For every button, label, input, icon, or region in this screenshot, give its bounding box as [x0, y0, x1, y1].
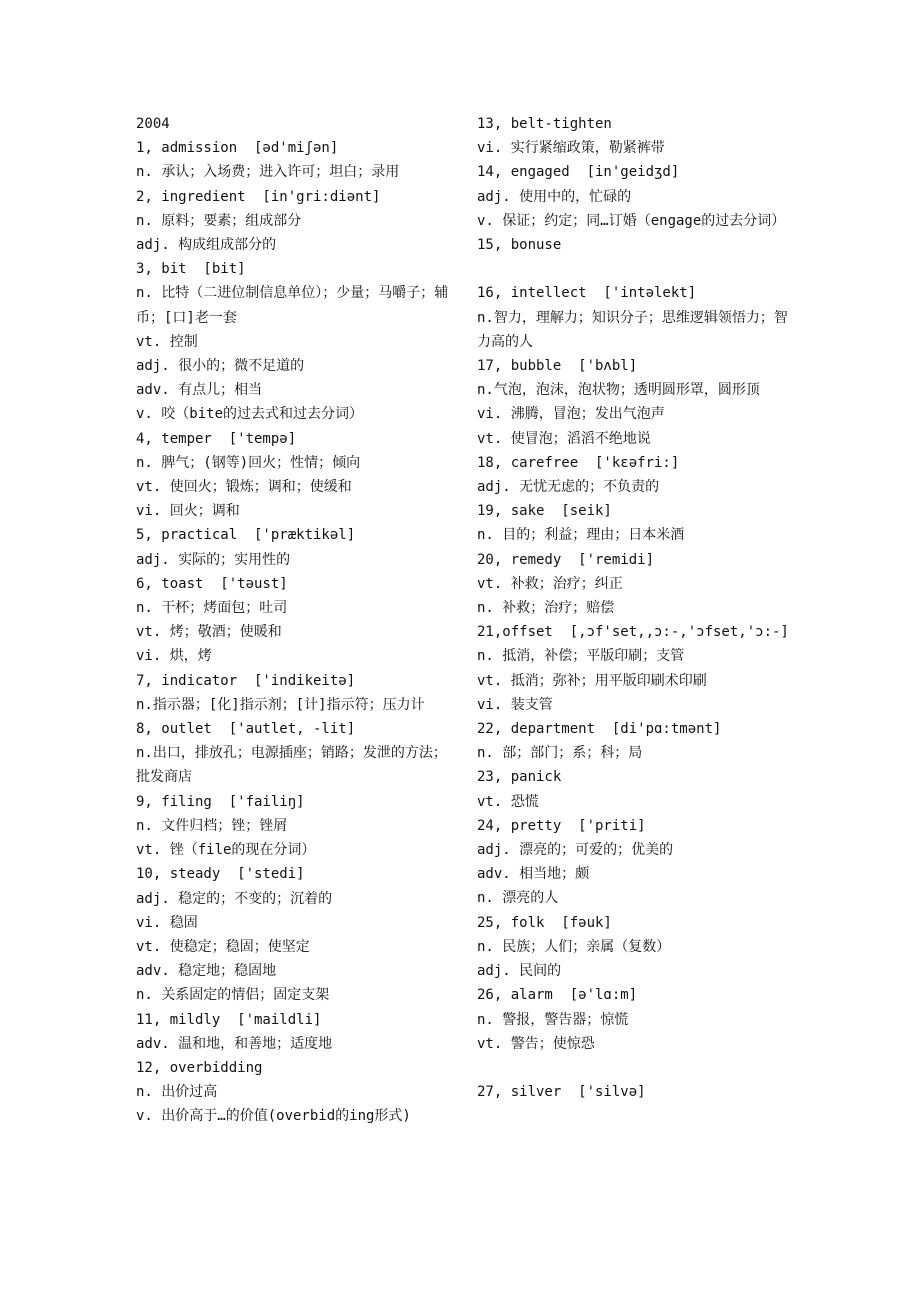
- vocab-line: vt. 烤；敬酒；使暖和: [136, 624, 282, 641]
- vocab-line: vi. 烘，烤: [136, 648, 212, 665]
- vocab-line: 15, bonuse: [477, 237, 562, 254]
- vocab-line: vt. 恐慌: [477, 793, 539, 810]
- vocab-line: n. 漂亮的人: [477, 890, 559, 907]
- vocab-line: n. 补救；治疗；赔偿: [477, 600, 615, 617]
- vocab-line: 18, carefree ['kεəfri:]: [477, 454, 680, 471]
- vocab-line: 19, sake [seik]: [477, 503, 612, 520]
- vocab-line: n.智力，理解力；知识分子；思维逻辑领悟力；智力高的人: [477, 309, 788, 350]
- vocab-line: 20, remedy ['remidi]: [477, 551, 655, 568]
- vocab-line: n. 关系固定的情侣；固定支架: [136, 987, 330, 1004]
- vocab-line: vt. 控制: [136, 333, 198, 350]
- vocab-line: 25, folk [fəuk]: [477, 914, 612, 931]
- vocab-line: 22, department [di'pɑ:tmənt]: [477, 721, 722, 738]
- vocab-line: n. 比特（二进位制信息单位）；少量；马嚼子；辅币；[口]老一套: [136, 285, 449, 326]
- vocab-line: adj. 实际的；实用性的: [136, 551, 291, 568]
- left-column: [136, 112, 454, 1129]
- vocab-line: n. 民族；人们；亲属（复数）: [477, 938, 671, 955]
- vocab-line: vt. 补救；治疗；纠正: [477, 575, 623, 592]
- vocab-line: n. 部；部门；系；科；局: [477, 745, 643, 762]
- vocab-line: 1, admission [əd'miʃən]: [136, 140, 339, 157]
- vocab-line: n. 出价过高: [136, 1084, 218, 1101]
- vocab-line: vt. 锉（file的现在分词）: [136, 842, 316, 859]
- vocab-line: 24, pretty ['priti]: [477, 817, 646, 834]
- vocab-line: n. 原料；要素；组成部分: [136, 212, 302, 229]
- vocab-line: 10, steady ['stedi]: [136, 866, 305, 883]
- vocab-line: 12, overbidding: [136, 1059, 263, 1076]
- vocab-line: n. 目的；利益；理由；日本米酒: [477, 527, 685, 544]
- vocab-line: adj. 无忧无虑的；不负责的: [477, 479, 660, 496]
- vocab-line: adj. 很小的；微不足道的: [136, 358, 305, 375]
- vocab-line: 27, silver ['silvə]: [477, 1084, 646, 1101]
- vocab-line: n. 干杯；烤面包；吐司: [136, 600, 288, 617]
- vocab-line: adv. 相当地；颇: [477, 866, 590, 883]
- vocab-line: 9, filing ['failiŋ]: [136, 793, 305, 810]
- vocab-line: n.出口，排放孔；电源插座；销路；发泄的方法；批发商店: [136, 745, 447, 786]
- vocab-line: 7, indicator ['indikeitə]: [136, 672, 356, 689]
- vocab-line: adj. 民间的: [477, 963, 562, 980]
- vocab-line: 17, bubble ['bʌbl]: [477, 358, 638, 375]
- right-column: [477, 112, 789, 1104]
- vocab-line: 5, practical ['præktikəl]: [136, 527, 356, 544]
- vocab-line: vi. 装支管: [477, 696, 553, 713]
- vocab-line: 2004: [136, 116, 170, 132]
- vocab-line: vt. 使冒泡；滔滔不绝地说: [477, 430, 651, 447]
- vocab-line: 14, engaged [in'geidʒd]: [477, 164, 680, 181]
- vocab-line: adj. 漂亮的；可爱的；优美的: [477, 842, 674, 859]
- vocab-line: 16, intellect ['intəlekt]: [477, 285, 697, 302]
- vocab-line: n.指示器；[化]指示剂；[计]指示符；压力计: [136, 696, 425, 713]
- vocab-line: v. 咬（bite的过去式和过去分词）: [136, 406, 364, 423]
- vocab-line: vi. 回火；调和: [136, 503, 240, 520]
- vocab-line: vt. 警告；使惊恐: [477, 1035, 595, 1052]
- vocab-line: 8, outlet ['autlet, -lit]: [136, 721, 356, 738]
- vocab-line: n. 抵消，补偿；平版印刷；支管: [477, 648, 685, 665]
- vocab-line: n. 警报，警告器；惊慌: [477, 1011, 629, 1028]
- vocab-line: v. 出价高于…的价值(overbid的ing形式): [136, 1108, 411, 1125]
- vocab-line: vt. 抵消；弥补；用平版印刷术印刷: [477, 672, 707, 689]
- vocab-line: 21,offset [,ɔf'set,,ɔ:-,'ɔfset,'ɔ:-]: [477, 624, 789, 641]
- vocab-line: n. 脾气；(钢等)回火；性情；倾向: [136, 454, 361, 471]
- vocab-line: adv. 稳定地；稳固地: [136, 963, 277, 980]
- vocab-line: 23, panick: [477, 769, 562, 786]
- vocab-line: vi. 沸腾，冒泡；发出气泡声: [477, 406, 665, 423]
- vocab-line: 6, toast ['təust]: [136, 575, 288, 592]
- vocab-line: vi. 实行紧缩政策，勒紧裤带: [477, 140, 665, 157]
- vocab-line: n. 文件归档；锉；锉屑: [136, 817, 288, 834]
- vocab-line: v. 保证；约定；同…订婚（engage的过去分词）: [477, 212, 786, 229]
- vocab-line: 3, bit [bit]: [136, 261, 246, 278]
- vocab-line: vi. 稳固: [136, 914, 198, 931]
- vocab-line: adj. 使用中的，忙碌的: [477, 188, 632, 205]
- vocab-line: adv. 温和地，和善地；适度地: [136, 1035, 333, 1052]
- vocab-line: 13, belt-tighten: [477, 116, 612, 132]
- vocab-line: 11, mildly ['maildli]: [136, 1011, 322, 1028]
- vocab-line: vt. 使稳定；稳固；使坚定: [136, 938, 310, 955]
- vocab-line: n. 承认；入场费；进入许可；坦白；录用: [136, 164, 400, 181]
- vocab-line: 4, temper ['tempə]: [136, 430, 297, 447]
- vocab-line: [477, 1056, 789, 1080]
- vocab-line: n.气泡，泡沫，泡状物；透明圆形罩，圆形顶: [477, 382, 760, 399]
- vocab-line: adv. 有点儿；相当: [136, 382, 263, 399]
- vocab-line: [477, 257, 789, 281]
- vocab-line: adj. 稳定的；不变的；沉着的: [136, 890, 333, 907]
- vocab-line: adj. 构成组成部分的: [136, 237, 277, 254]
- vocab-line: 26, alarm [ə'lɑ:m]: [477, 987, 638, 1004]
- vocab-line: 2, ingredient [in'gri:diənt]: [136, 188, 381, 205]
- vocab-line: vt. 使回火；锻炼；调和；使缓和: [136, 479, 352, 496]
